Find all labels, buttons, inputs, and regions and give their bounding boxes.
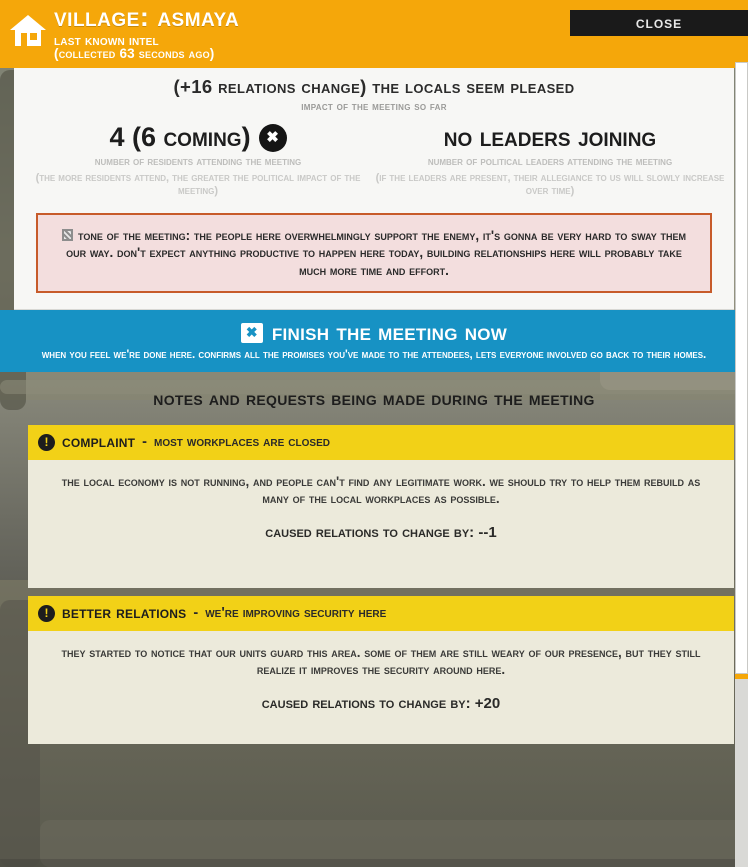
notes-section-title: notes and requests being made during the meeting [153, 388, 595, 411]
list-item[interactable] [28, 425, 734, 588]
home-icon[interactable] [6, 8, 50, 52]
note-type: better relations [62, 603, 187, 623]
broken-image-icon [62, 229, 73, 241]
meeting-tone-text [52, 227, 696, 279]
residents-value-row [22, 123, 374, 153]
note-effect-label: caused relations to change by: [265, 523, 475, 541]
meeting-tone-box [36, 213, 712, 293]
note-body [28, 631, 734, 736]
note-effect [50, 508, 712, 559]
leaders-label: number of political leaders attending the meeting [427, 155, 673, 168]
note-header [28, 596, 734, 631]
page-title: village: asmaya [54, 2, 240, 32]
residents-count: 4 (6 coming) [109, 122, 251, 152]
close-x-icon: ✖ [241, 323, 263, 343]
close-button[interactable]: close [570, 10, 748, 36]
note-effect-value: --1 [478, 523, 497, 541]
exclamation-icon: ! [38, 605, 55, 622]
note-header [28, 425, 734, 460]
note-effect-label: caused relations to change by: [261, 694, 471, 712]
leaders-column [374, 123, 726, 197]
finish-meeting-label: finish the meeting now [271, 318, 508, 346]
vertical-scrollbar[interactable] [735, 62, 748, 867]
scrollbar-accent [735, 674, 748, 679]
finish-meeting-title-row [0, 319, 748, 347]
note-separator: - [142, 434, 147, 451]
residents-column [22, 123, 374, 197]
note-body [28, 460, 734, 565]
note-description: they started to notice that our units guard this area. some of them are still weary of our presence, but they still realize it improves the security around here. [61, 645, 701, 678]
residents-hint: (the more residents attend, the greater the political impact of the meeting) [35, 171, 361, 197]
list-item[interactable] [28, 596, 734, 744]
note-title: we're improving security here [205, 605, 387, 622]
note-description: the local economy is not running, and people can't find any legitimate work. we should try to help them rebuild as many of the local workplaces as possible. [61, 474, 701, 507]
exclamation-icon: ! [38, 434, 55, 451]
leaders-value-row [374, 123, 726, 153]
titlebar-text [54, 0, 239, 61]
leaders-hint: (if the leaders are present, their allegiance to us will slowly increase over time) [375, 171, 725, 197]
meeting-summary-card [14, 62, 734, 310]
bottom-edge [0, 859, 748, 867]
window-titlebar [0, 0, 748, 68]
note-type: complaint [62, 432, 136, 452]
note-effect [50, 679, 712, 730]
note-effect-value: +20 [474, 694, 501, 712]
finish-meeting-button[interactable] [0, 310, 748, 372]
note-title: most workplaces are closed [153, 434, 330, 451]
intel-timestamp: (collected 63 seconds ago) [54, 46, 215, 61]
intel-label: last known intel [54, 32, 159, 48]
leaders-count: no leaders joining [443, 122, 657, 152]
attendance-columns [22, 123, 726, 197]
relations-change-caption: impact of the meeting so far [301, 101, 447, 113]
finish-meeting-description: when you feel we're done here. confirms all the promises you've made to the attendees, lets everyone involved go back to their homes. [41, 348, 707, 361]
meeting-tone-message: tone of the meeting: the people here overwhelmingly support the enemy, it's gonna be very hard to sway them our way. don't expect anything productive to happen here today, building relationships here will probably take much more time and effort. [66, 228, 687, 278]
residents-label: number of residents attending the meeting [94, 155, 302, 168]
meeting-panel [14, 62, 734, 744]
relations-change-summary: (+16 relations change) the locals seem pleased [173, 76, 575, 97]
chevron-down-icon[interactable]: ✖ [259, 124, 287, 152]
note-separator: - [193, 605, 199, 622]
scrollbar-thumb[interactable] [735, 62, 748, 674]
